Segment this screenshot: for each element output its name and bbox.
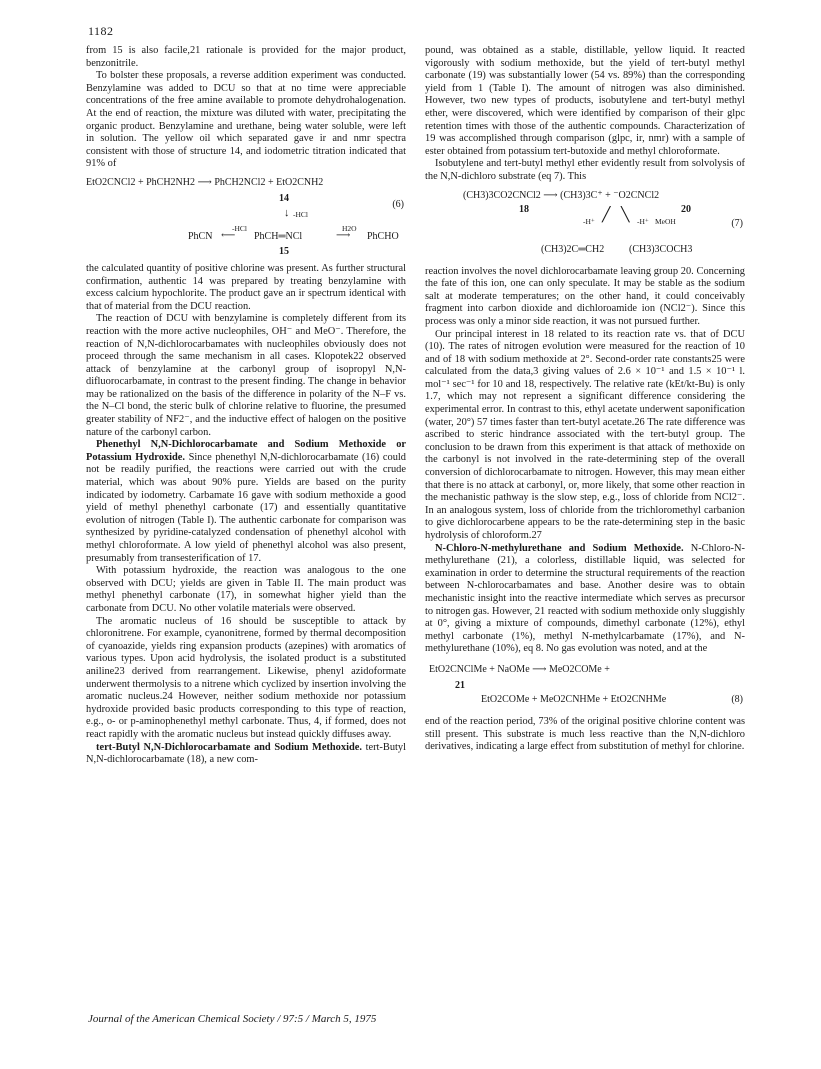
equation-6: [86, 175, 406, 259]
paragraph: With potassium hydroxide, the reaction was analogous to the one observed with DCU; yields are given in Table II. The main product was methyl phenethyl carbonate (17), in somewhat higher yield than the carbonate from DCU. No other volatile materials were observed.: [86, 565, 406, 614]
section-heading: N-Chloro-N-methylurethane and Sodium Methoxide.: [435, 542, 684, 554]
section-heading: Phenethyl N,N-Dichlorocarbamate and Sodium Methoxide or Potassium Hydroxide.: [86, 439, 406, 463]
paragraph: The aromatic nucleus of 16 should be susceptible to attack by chloronitrene. For example, cyanonitrene, formed by thermal decomposition of cyanoazide, yields ring expansion products (azepines) with aromatics of various types. Upon acid hydrolysis, the isolated product is a substituted aniline23 derived from rearrangement. Likewise, phenyl azidoformate underwent thermolysis to a nitrene which cyclized by insertion involving the aromatic nucleus.24 However, neither sodium methoxide nor potassium hydroxide provided basic products corresponding to this type of reaction, e.g., o- or p-aminophenethyl methyl carbonate. Thus, 4, if formed, does not react rapidly with the aromatic nucleus but instead quickly diffuses away.: [86, 615, 406, 740]
paragraph: end of the reaction period, 73% of the original positive chlorine content was still present. This substrate is much less reactive than the N,N-dichloro derivatives, indicating a large effect from substitution of methyl for chlorine.: [425, 715, 745, 753]
section-heading: tert-Butyl N,N-Dichlorocarbamate and Sodium Methoxide.: [96, 741, 362, 753]
equation-6-label-15: 15: [279, 245, 289, 257]
equation-7-minus-h-left: -H⁺: [583, 216, 595, 226]
journal-footer: Journal of the American Chemical Society / 97:5 / March 5, 1975: [88, 1013, 377, 1025]
equation-8-number: (8): [731, 693, 743, 705]
down-arrow-icon: ↓: [284, 206, 290, 219]
equation-6-h2o: H2O: [342, 223, 357, 233]
equation-7-meoh: MeOH: [655, 216, 676, 226]
equation-8-line1: EtO2CNClMe + NaOMe ⟶ MeO2COMe +: [429, 663, 610, 675]
equation-7-isobutylene: (CH3)2C═CH2: [541, 243, 605, 255]
paragraph: Isobutylene and tert-butyl methyl ether evidently result from solvolysis of the N,N-dichloro substrate (eq 7). This: [425, 158, 745, 182]
equation-6-line1: EtO2CNCl2 + PhCH2NH2 ⟶ PhCH2NCl2 + EtO2CNH2: [86, 176, 324, 188]
equation-7-ether: (CH3)3COCH3: [629, 243, 693, 255]
equation-7-label-20: 20: [681, 203, 691, 215]
paragraph: Our principal interest in 18 related to its reaction rate vs. that of DCU (10). The rates of nitrogen evolution were measured for the reaction of 10 and of 18 with sodium methoxide at 2°. Second-order rate constants25 were calculated from the data,3 giving values of 2.6 × 10⁻¹ and 1.5 × 10⁻¹ l. mol⁻¹ sec⁻¹ for 10 and 18, respectively. The relative rate (kEt/kt-Bu) is only 1.7, which may not represent a significant difference considering the experimental error. In contrast to this, ethyl acetate underwent saponification (water, 20°) 57 times faster than tert-butyl acetate.26 The rate difference was ascribed to steric hindrance associated with the tert-butyl group. The conclusion to be drawn from this experiment is that attack of methoxide on the carbonyl is not involved in the rate-determining step of the overall conversion of dichlorocarbamate to nitrogen. However, this may mean either that there is no attack at carbonyl, or, more likely, that some other reaction in the mechanistic pathway is the slow step, e.g., loss of chloride from NCl2⁻. In an analogous system, loss of chloride from the trichloromethyl carbanion to give dichlorocarbene appears to be the rate-determining step in the basic hydrolysis of chloroform.27: [425, 328, 745, 541]
paragraph: The reaction of DCU with benzylamine is completely different from its reaction with the more active nucleophiles, OH⁻ and MeO⁻. Therefore, the reaction of N,N-dichlorocarbamates with nucleophiles obviously does not proceed through the same mechanism in all cases. Klopotek22 observed attack of benzylamine at the carbonyl group of isopropyl N,N-difluorocarbamate, in contrast to the present finding. The change in behavior may be rationalized on the basis of the difference in polarity of the N–F vs. the N–Cl bond, the steric bulk of chlorine relative to fluorine, the presumed greater stability of NF2⁻, and the inductive effect of halogen on the positive nature of the carbonyl carbon.: [86, 313, 406, 438]
equation-8: [425, 660, 745, 712]
paragraph: tert-Butyl N,N-dichlorocarbamate (18), a new com-: [86, 741, 406, 766]
slash-arrow-icon: ╱: [602, 207, 611, 223]
paragraph: pound, was obtained as a stable, distillable, yellow liquid. It reacted vigorously with sodium methoxide, but the yield of tert-butyl methyl carbonate (19) was substantially lower (54 vs. 89%) than the corresponding yield from 1 (Table I). The amount of nitrogen was also diminished. However, two new types of products, isobutylene and tert-butyl methyl ether, were discovered, which were identified by comparison of their glpc retention times with those of the authentic compounds. Characterization of 19 was accomplished through comparison (glpc, ir, nmr) with a sample of ester obtained from potassium tert-butoxide and methyl chloroformate.: [425, 45, 745, 157]
equation-6-phcn: PhCN: [188, 230, 213, 242]
page-number: 1182: [88, 24, 114, 38]
paragraph: from 15 is also facile,21 rationale is provided for the major product, benzonitrile.: [86, 45, 406, 69]
backslash-arrow-icon: ╲: [621, 207, 630, 223]
paragraph: Since phenethyl N,N-dichlorocarbamate (16) could not be readily purified, the reactions were carried out with the crude material, which was about 90% pure. Yields are based on the purity indicated by iodometry. Carbamate 16 gave with sodium methoxide a good yield of methyl phenethyl carbonate (17) and essentially quantitative evolution of nitrogen (Table I). The authentic carbonate for comparison was synthesized by pyridine-catalyzed condensation of phenethyl alcohol with methyl chloroformate. A low yield of phenethyl alcohol was also present, presumably from transesterification of 17.: [86, 451, 406, 564]
left-column: [86, 45, 406, 767]
left-arrow-icon: ⟵: [221, 229, 236, 241]
right-column: [425, 45, 745, 754]
equation-7-label-18: 18: [519, 203, 529, 215]
equation-6-phcho: PhCHO: [367, 230, 399, 242]
paragraph: reaction involves the novel dichlorocarbamate leaving group 20. Concerning the fate of this ion, one can only speculate. It may be stable as the sodium salt at moderate temperatures; on the other hand, it could conceivably fragment into carbon dioxide and dichloroamide ion (NCl2⁻). Since this process was only a minor side reaction, it was not pursued further.: [425, 265, 745, 327]
equation-7-number: (7): [731, 217, 743, 229]
equation-6-hcl-left: -HCl: [232, 223, 247, 233]
equation-8-line2: EtO2COMe + MeO2CNHMe + EtO2CNHMe: [481, 693, 667, 705]
paragraph: the calculated quantity of positive chlorine was present. As further structural confirmation, authentic 14 was prepared by treating benzylamine with excess calcium hypochlorite. The product gave an ir spectrum identical with that of material from the DCU reaction.: [86, 262, 406, 312]
paragraph: To bolster these proposals, a reverse addition experiment was conducted. Benzylamine was added to DCU so that at no time were appreciable concentrations of the free amine available to promote dehydrohalogenation. At the end of reaction, the mixture was diluted with water, precipitating the organic product. Benzylamine and urethane, being water soluble, were left in solution. The yellow oil which separated gave ir and nmr spectra consistent with those of structure 14, and iodometric titration indicated that 91% of: [86, 70, 406, 170]
equation-8-label-21: 21: [455, 679, 465, 691]
equation-7-line1: (CH3)3CO2CNCl2 ⟶ (CH3)3C⁺ + ⁻O2CNCl2: [463, 189, 660, 201]
equation-6-imine: PhCH═NCl: [254, 230, 303, 242]
equation-6-label-14: 14: [279, 192, 289, 204]
right-arrow-icon: ⟶: [336, 229, 351, 241]
equation-6-hcl-down: -HCl: [293, 209, 308, 219]
paragraph: N-Chloro-N-methylurethane (21), a colorless, distillable liquid, was selected for examination in order to determine the structural requirements of the reaction between N-chlorocarbamates and base. Another desire was to obtain mechanistic insight into the reactive intermediate which serves as precursor to nitrogen gas. However, 21 reacted with sodium methoxide only sluggishly at 0°, giving a mixture of compounds, dimethyl carbonate (12%), ethyl methyl carbonate (1%), methyl N-methylcarbamate (17%), and N-methylurethane (10%), eq 8. No gas evolution was noted, and at the: [425, 542, 745, 655]
equation-7-minus-h-right: -H⁺: [637, 216, 649, 226]
equation-7: [425, 188, 745, 262]
equation-6-number: (6): [392, 198, 404, 210]
